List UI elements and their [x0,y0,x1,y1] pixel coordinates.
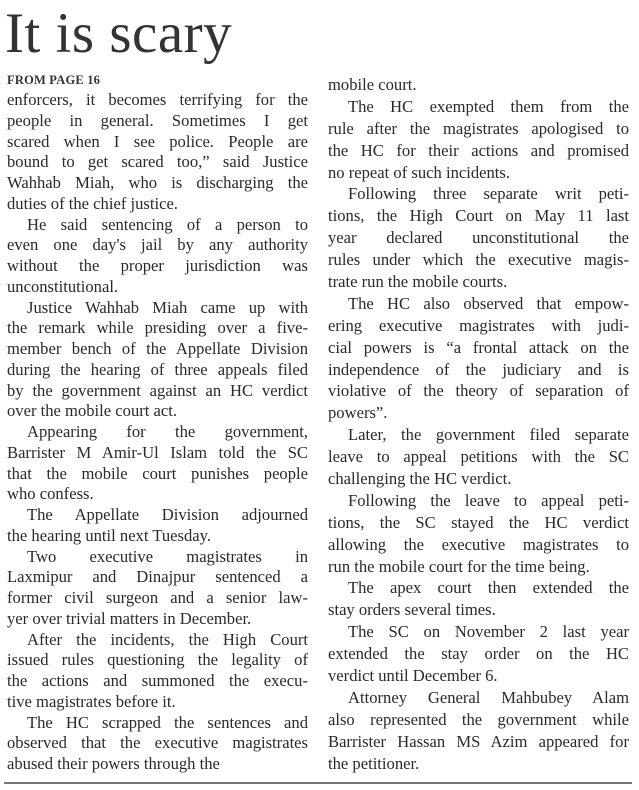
text-line: the petitioner. [328,753,420,773]
paragraph [7,422,308,505]
paragraph [328,577,629,621]
text-line: the hearing until next Tuesday. [7,525,212,545]
text-line: the remark while presiding over a five- [7,318,308,338]
text-line: by the government against an HC verdict [7,380,308,400]
text-line: violative of the theory of separation of [328,381,629,401]
text-line: who confess. [7,484,94,504]
text-line: After the incidents, the High Court [27,629,308,649]
text-line: abused their powers through the [7,754,220,773]
text-line: issued rules questioning the legality of [7,650,308,670]
text-line: even one day's jail by any authority [7,235,308,255]
paragraph [7,505,308,547]
paragraph [7,298,308,423]
paragraph [7,90,308,215]
text-line: run the mobile court for the time being. [328,556,590,576]
text-line: scared when I see police. People are [7,131,308,151]
text-line: ering executive magistrates with judi- [328,315,629,335]
text-line: stay orders several times. [328,600,496,620]
text-line: Wahhab Miah, who is discharging the [7,173,308,192]
paragraph [328,293,629,424]
text-line: Barrister Hassan MS Azim appeared for [328,731,629,751]
text-line: The SC on November 2 last year [348,622,629,642]
text-line: He said sentencing of a person to [27,214,308,234]
text-line: unconstitutional. [7,276,119,296]
paragraph [328,96,629,184]
headline: It is scary [5,2,233,65]
text-line: Later, the government filed separate [348,425,629,445]
text-line: the actions and summoned the execu- [7,671,308,690]
text-line: former civil surgeon and a senior law- [7,588,308,607]
text-line: The apex court then extended the [348,578,629,598]
text-line: people in general. Sometimes I get [7,110,308,130]
paragraph [328,183,629,292]
continued-from-page: FROM PAGE 16 [7,73,101,87]
text-line: The Appellate Division adjourned [27,505,308,524]
text-line: verdict until December 6. [328,666,498,686]
text-line: Two executive magistrates in [27,546,308,566]
text-line: Attorney General Mahbubey Alam [348,687,629,707]
paragraph [7,215,308,298]
text-line: yer over trivial matters in December. [7,608,252,628]
text-line: The HC also observed that empow- [348,293,629,313]
text-line: allowing the executive magistrates to [328,534,629,554]
text-line: bound to get scared too,” said Justice [7,152,308,172]
text-line: leave to appeal petitions with the SC [328,447,629,467]
text-line: Following three separate writ peti- [348,184,629,204]
paragraph [7,713,308,775]
paragraph [7,547,308,630]
text-line: Justice Wahhab Miah came up with [27,297,308,317]
text-line: also represented the government while [328,709,629,729]
text-line: Following the leave to appeal peti- [348,490,629,510]
text-line: over the mobile court act. [7,401,178,421]
text-line: tions, the High Court on May 11 last [328,206,629,226]
text-line: tive magistrates before it. [7,691,176,711]
paragraph [7,630,308,713]
text-line: the HC for their actions and promised [328,140,629,160]
text-line: powers”. [328,403,388,423]
paragraph [328,424,629,490]
text-line: challenging the HC verdict. [328,469,512,489]
text-line: observed that the executive magistrates [7,733,308,753]
text-line: duties of the chief justice. [7,193,178,213]
text-line: The HC exempted them from the [348,96,629,116]
text-line: member bench of the Appellate Division [7,339,308,358]
text-line: during the hearing of three appeals filed [7,359,308,379]
left-column [7,90,308,775]
text-line: extended the stay order on the HC [328,644,629,664]
text-line: that the mobile court punishes people [7,463,308,483]
text-line: trate run the mobile courts. [328,272,508,292]
paragraph [328,687,629,775]
text-line: Barrister M Amir-Ul Islam told the SC [7,442,308,462]
text-line: Laxmipur and Dinajpur sentenced a [7,567,308,587]
text-line: mobile court. [328,75,417,94]
paragraph [328,74,629,96]
text-line: tions, the SC stayed the HC verdict [328,512,629,532]
text-line: The HC scrapped the sentences and [27,712,308,732]
text-line: rule after the magistrates apologised to [328,118,629,138]
right-column [328,74,629,775]
paragraph [328,490,629,578]
text-line: without the proper jurisdiction was [7,256,308,275]
text-line: rules under which the executive magis- [328,250,629,270]
paragraph [328,621,629,687]
text-line: year declared unconstitutional the [328,228,629,248]
text-line: Appearing for the government, [27,422,308,441]
text-line: cial powers is “a frontal attack on the [328,337,629,357]
text-line: no repeat of such incidents. [328,162,511,182]
bottom-rule [4,782,632,784]
text-line: independence of the judiciary and is [328,359,629,379]
text-line: enforcers, it becomes terrifying for the [7,90,308,109]
